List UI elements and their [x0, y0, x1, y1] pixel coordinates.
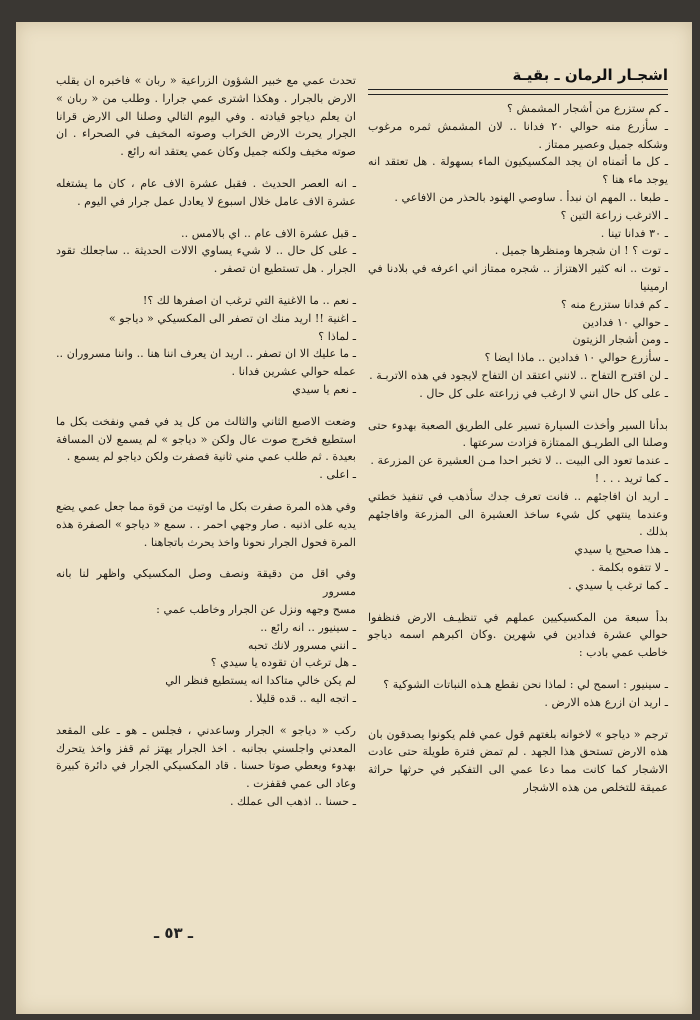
text-paragraph: ـ حسنا .. اذهب الى عملك . [229, 794, 356, 808]
text-paragraph: ـ انه العصر الحديث . فقبل عشرة الاف عام ، كان ما يشتغله عشرة الاف عامل خلال اسبوع لا يعادل عمل جرار في اليوم . [56, 176, 356, 208]
text-paragraph: ـ كم ستزرع من أشجار المشمش ؟ [506, 102, 668, 115]
text-paragraph: ـ ومن أشجار الزيتون [572, 333, 668, 347]
text-paragraph: ـ كما ترغب يا سيدي . [568, 578, 668, 592]
magazine-page [16, 22, 692, 1014]
text-paragraph: ـ على كل حال انني لا ارغب في زراعته على كل حال . [419, 386, 668, 400]
article-title: اشجـار الرمان ـ بقيـة [512, 66, 668, 84]
text-paragraph: ـ نعم يا سيدي [292, 382, 356, 396]
text-paragraph: لم يكن خالي متاكدا انه يستطيع فنظر الي [165, 674, 356, 688]
text-paragraph: تحدث عمي مع خبير الشؤون الزراعية « ربان » فاخبره ان يقلب الارض بالجرار . وهكذا اشترى عمي جرارا . وطلب من « ربان » ان يعلم دياجو قيادته . وفي اليوم التالي وصلنا الى الارض قرانا الجرار يحرث الارض الخراب وصوته المخيف في الصحراء . ان صوته مخيف ولكنه جميل وكان عمي يعتقد انه رائع . [56, 74, 356, 159]
text-paragraph: ـ عندما تعود الى البيت .. لا تخبر احدا مـن العشيرة عن المزرعة . [370, 454, 668, 468]
paragraph-gap [56, 551, 356, 565]
text-paragraph: ـ لماذا ؟ [318, 329, 356, 343]
paragraph-gap [56, 278, 356, 292]
page-number: ـ ٥٣ ـ [154, 924, 194, 942]
text-paragraph: ـ كل ما أتمناه ان يجد المكسيكيون الماء بسهولة . هل تعتقد انه يوجد ماء هنا ؟ [368, 155, 668, 187]
text-paragraph: بدأنا السير وأخذت السيارة تسير على الطريق الصعبة بهدوء حتى وصلنا الى الطريـق الممتازة فزادت سرعتها . [368, 418, 668, 450]
paragraph-gap [368, 403, 668, 417]
text-paragraph: ـ الاترغب زراعة التين ؟ [560, 208, 668, 222]
left-column [56, 72, 356, 811]
text-paragraph: ـ هذا صحيح يا سيدي [574, 543, 668, 557]
text-paragraph: ـ قبل عشرة الاف عام .. اي بالامس .. [181, 226, 356, 240]
text-paragraph: ـ انني مسرور لانك تحبه [247, 638, 356, 652]
text-paragraph: ـ نعم .. ما الاغنية التي ترغب ان اصفرها لك ؟! [142, 293, 356, 307]
text-paragraph: ـ توت ؟ ! ان شجرها ومنظرها جميل . [494, 244, 668, 258]
text-paragraph: ـ كم فدانا ستزرع منه ؟ [561, 297, 668, 311]
paragraph-gap [56, 211, 356, 225]
text-paragraph: ـ اريد ان افاجئهم .. فانت تعرف جدك سأذهب في تنفيذ خطتي وعندما ينتهي كل شيء ساخذ العشيرة الى المزرعة وافاجئهم بذلك . [368, 489, 668, 539]
text-paragraph: وفي هذه المرة صفرت بكل ما اوتيت من قوة مما جعل عمي يضع يديه على اذنيه . صار وجهي احمر . . سمع « دياجو » الصفرة هذه المرة فحول الجرار نحونا واخذ يحرث باتجاهنا . [56, 499, 356, 549]
text-paragraph: ـ اتجه اليه .. قده قليلا . [249, 691, 356, 705]
text-paragraph: ـ لن اقترح التفاح .. لانني اعتقد ان التفاح لايجود في هذه الاتربـة . [369, 368, 668, 382]
paragraph-gap [56, 161, 356, 175]
text-paragraph: ـ توت .. انه كثير الاهتزاز .. شجره ممتاز اني اعرفه في بلادنا في ارمينيا [368, 262, 668, 293]
text-paragraph: ـ حوالي ١٠ فدادين [582, 315, 668, 329]
paragraph-gap [368, 712, 668, 726]
paragraph-gap [368, 662, 668, 676]
text-paragraph: ركب « دياجو » الجرار وساعدني ، فجلس ـ هو ـ على المقعد المعدني واجلسني بجانبه . اخذ الجرار يهتز ثم قفز واخذ يتحرك بهدوء ويعطي صوتا حسنا . قاد المكسيكي الجرار في دائرة كبيرة وعاد الى عمي فقفزت . [56, 723, 356, 791]
text-paragraph: ـ سأزرع منه حوالي ٢٠ فدانا .. لان المشمش ثمره مرغوب وشكله جميل وعصير ممتاز . [368, 119, 668, 151]
text-paragraph: ـ سينيور : اسمح لي : لماذا نحن نقطع هـذه النباتات الشوكية ؟ [383, 677, 668, 691]
text-paragraph: بدأ سبعة من المكسيكيين عملهم في تنظيـف الارض فنظفوا حوالي عشرة فدادين في شهرين .وكان اكبرهم اسمه دياجو خاطب عمي بادب : [368, 610, 668, 660]
text-paragraph: ـ طبعا .. المهم ان نبدأ . ساوصي الهنود بالحذر من الافاعي . [394, 190, 668, 204]
text-paragraph: ـ سينيور .. انه رائع .. [260, 620, 356, 634]
paragraph-gap [368, 595, 668, 609]
paragraph-gap [56, 399, 356, 413]
text-paragraph: وفي اقل من دقيقة ونصف وصل المكسيكي واظهر لنا بانه مسرور [56, 567, 356, 599]
text-paragraph: ترجم « دياجو » لاخوانه بلغتهم قول عمي فلم يكونوا يصدقون بان هذه الارض تستحق هذا الجهد . لم تمض فترة طويلة حتى عادت الاشجار كما كانت مما دعا عمي الى التفكير في حرثها حراثة عميقة للتخلص من هذه الاشجار [368, 727, 668, 794]
text-paragraph: ـ اريد ان ازرع هذه الارض . [544, 695, 668, 709]
text-paragraph: مسح وجهه ونزل عن الجرار وخاطب عمي : [156, 602, 356, 616]
title-underline [368, 89, 668, 95]
text-paragraph: ـ ٣٠ فدانا تينا . [600, 226, 668, 240]
text-paragraph: ـ اعلى . [319, 468, 356, 482]
right-column [368, 100, 668, 797]
text-paragraph: ـ لا تتفوه بكلمة . [591, 560, 668, 574]
text-paragraph: ـ كما تريد . . . ! [594, 471, 668, 485]
paragraph-gap [56, 484, 356, 498]
paragraph-gap [56, 708, 356, 722]
text-paragraph: ـ على كل حال .. لا شيء يساوي الالات الحديثة .. ساجعلك تقود الجرار . هل تستطيع ان تصفر . [56, 244, 356, 276]
text-paragraph: وضعت الاصبع الثاني والثالث من كل يد في فمي ونفخت بكل ما استطيع فخرج صوت عال ولكن « دياجو » لم يسمع لان المسافة بعيدة . ثم طلب عمي مني ثانية فصفرت ولكن دياجو لم يسمع . [56, 414, 356, 464]
text-paragraph: ـ ما عليك الا ان تصفر .. اريد ان يعرف اننا هنا .. واننا مسروران .. عمله حوالي عشرين فدانا . [56, 347, 356, 379]
text-paragraph: ـ سأزرع حوالي ١٠ فدادين .. ماذا ايضا ؟ [484, 351, 668, 365]
text-paragraph: ـ اغنية !! اريد منك ان تصفر الى المكسيكي « دياجو » [108, 311, 356, 325]
text-paragraph: ـ هل ترغب ان تقوده يا سيدي ؟ [210, 656, 356, 670]
